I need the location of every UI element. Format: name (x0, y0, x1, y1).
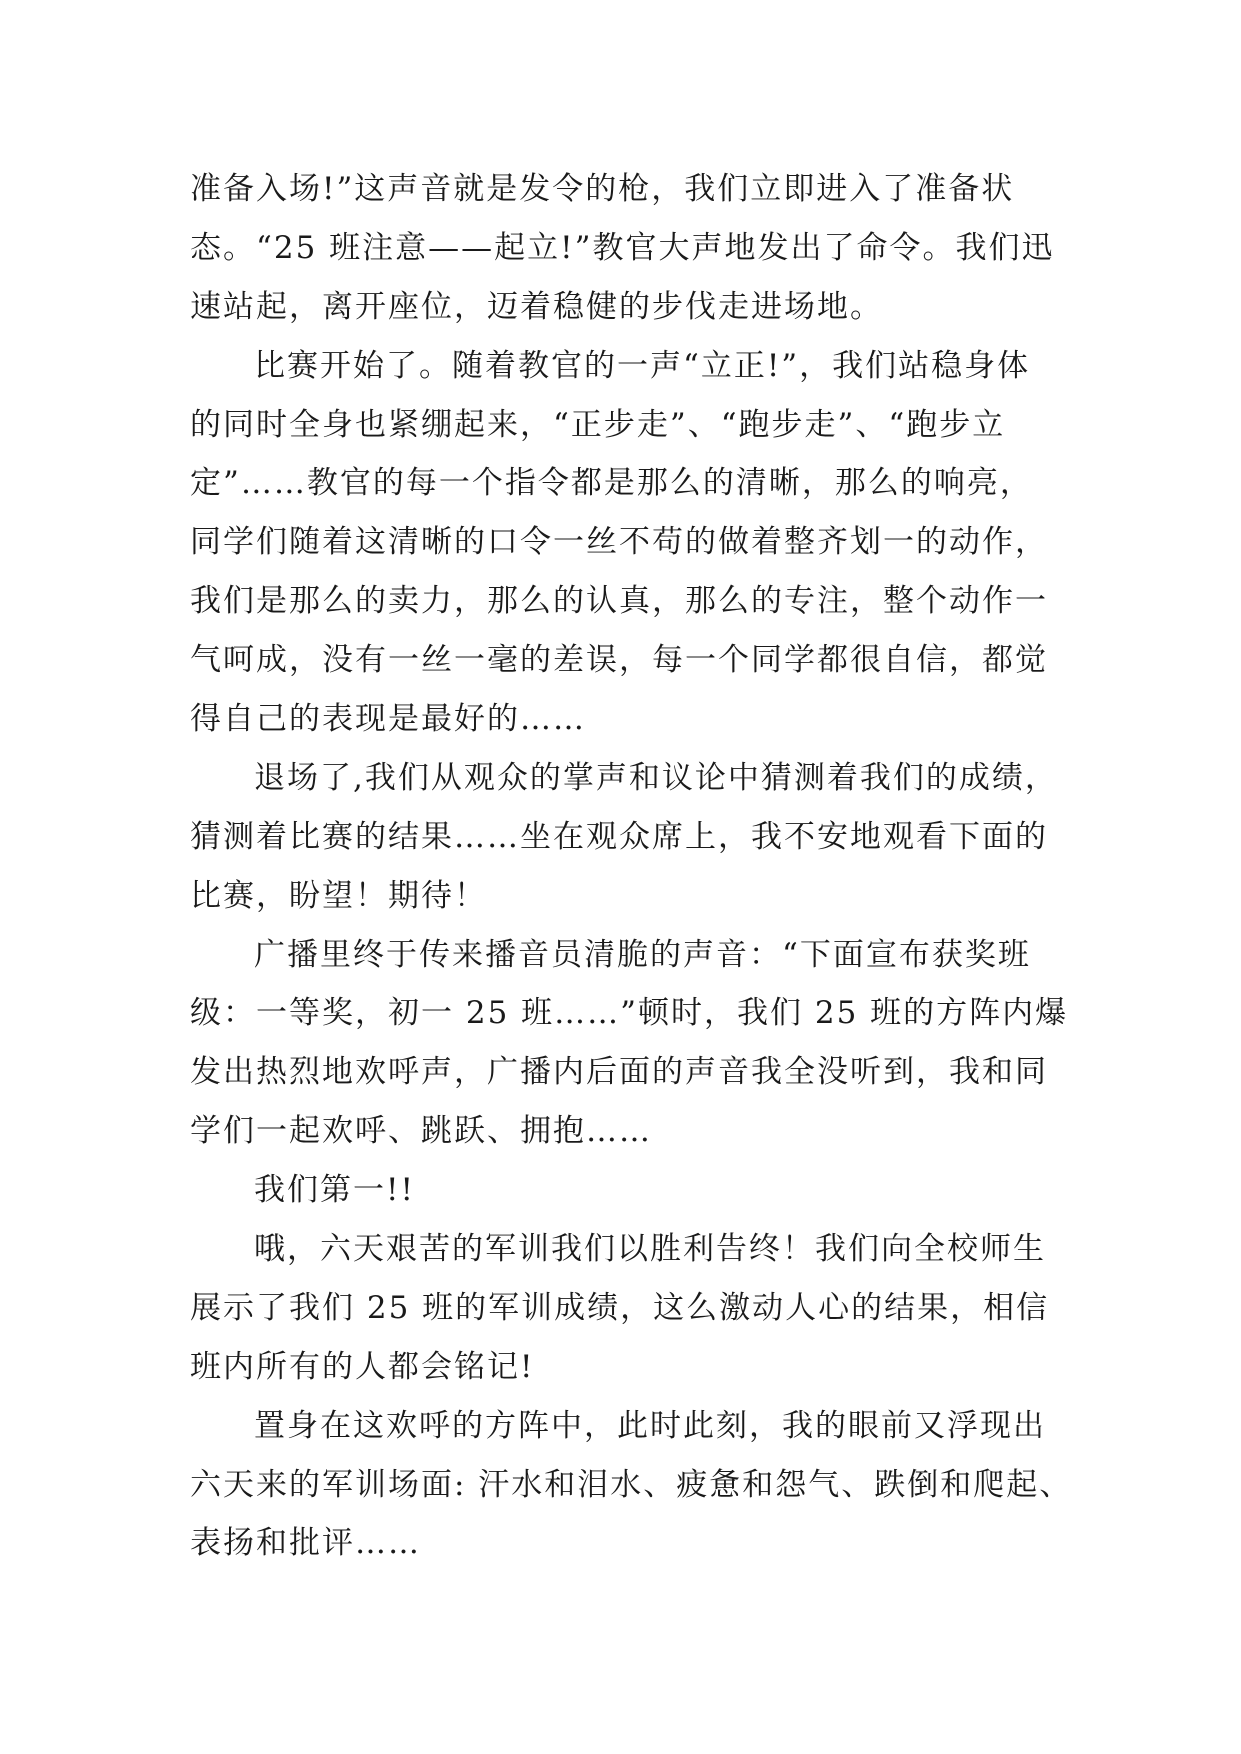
text-line: 发出热烈地欢呼声，广播内后面的声音我全没听到，我和同 (190, 1054, 1048, 1091)
text-line: 比赛，盼望！期待！ (190, 877, 487, 914)
text-line: 准备入场!”这声音就是发令的枪，我们立即进入了准备状 (190, 171, 1015, 207)
text-line: 的同时全身也紧绷起来，“正步走”、“跑步走”、“跑步立 (190, 406, 1006, 443)
paragraph-first-line: 比赛开始了。随着教官的一声“立正!”，我们站稳身体 (254, 347, 1031, 384)
text-line: 得自己的表现是最好的…… (190, 701, 586, 738)
text-line: 级：一等奖，初一 25 班……”顿时，我们 25 班的方阵内爆 (190, 995, 1069, 1032)
paragraph-first-line: 哦，六天艰苦的军训我们以胜利告终！我们向全校师生 (254, 1231, 1046, 1268)
text-line: 速站起，离开座位，迈着稳健的步伐走进场地。 (190, 288, 883, 325)
text-line: 班内所有的人都会铭记! (190, 1348, 535, 1385)
text-line: 态。“25 班注意——起立!”教官大声地发出了命令。我们迅 (190, 229, 1055, 266)
text-line: 同学们随着这清晰的口令一丝不苟的做着整齐划一的动作， (190, 524, 1048, 561)
document-body (190, 160, 1073, 1573)
text-line: 我们是那么的卖力，那么的认真，那么的专注，整个动作一 (190, 583, 1048, 620)
paragraph-first-line: 我们第一!! (254, 1172, 415, 1209)
text-line: 学们一起欢呼、跳跃、拥抱…… (190, 1113, 652, 1150)
text-line: 六天来的军训场面: 汗水和泪水、疲惫和怨气、跌倒和爬起、 (190, 1466, 1073, 1503)
text-line: 表扬和批评…… (190, 1525, 421, 1562)
text-line: 猜测着比赛的结果……坐在观众席上，我不安地观看下面的 (190, 818, 1048, 855)
text-line: 气呵成，没有一丝一毫的差误，每一个同学都很自信，都觉 (190, 642, 1048, 679)
paragraph-first-line: 退场了,我们从观众的掌声和议论中猜测着我们的成绩， (254, 759, 1058, 796)
paragraph-first-line: 广播里终于传来播音员清脆的声音：“下面宣布获奖班 (254, 936, 1031, 973)
text-line: 定”……教官的每一个指令都是那么的清晰，那么的响亮， (190, 465, 1033, 502)
paragraph-first-line: 置身在这欢呼的方阵中，此时此刻，我的眼前又浮现出 (254, 1407, 1046, 1444)
text-line: 展示了我们 25 班的军训成绩，这么激动人心的结果，相信 (190, 1289, 1050, 1326)
